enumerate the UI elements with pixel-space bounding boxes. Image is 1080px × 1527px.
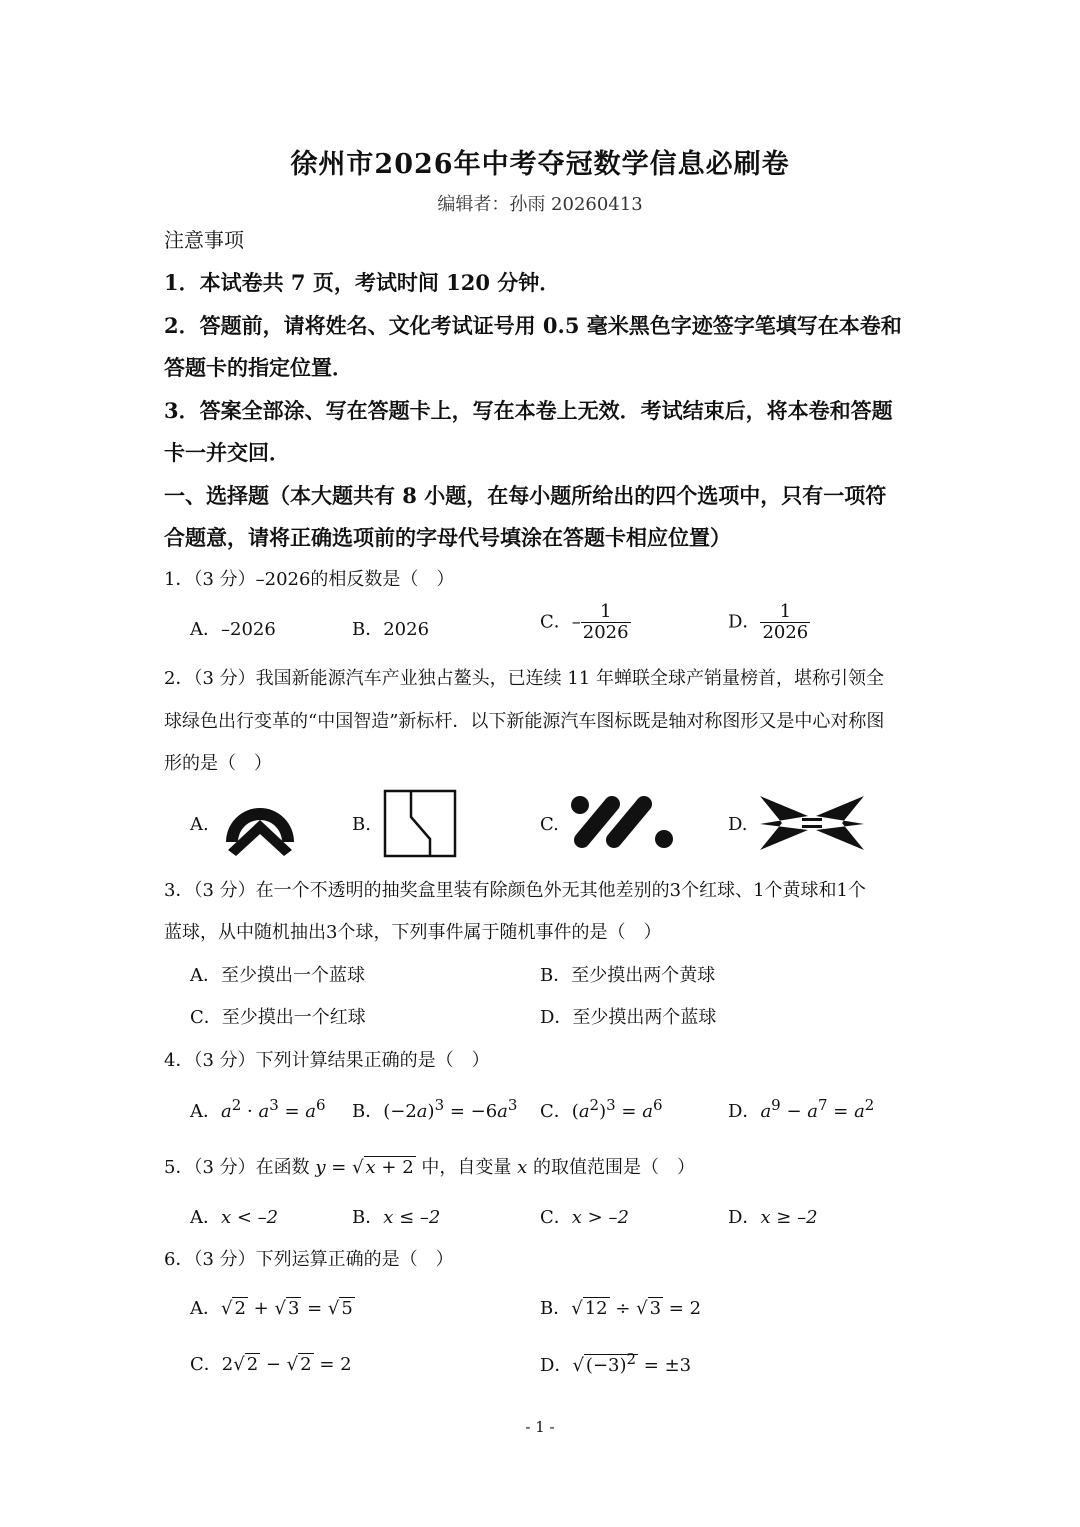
q1-option-d-label: D．: [728, 611, 761, 633]
q3-option-c: C．至少摸出一个红球: [190, 1007, 366, 1028]
q2-logo-d-icon: [758, 794, 866, 852]
q5-stem-end: 的取值范围是（ ）: [533, 1157, 696, 1178]
q4-option-c: C．$(a^2)^3 = a^6$: [540, 1096, 663, 1122]
q1-option-a: A．–2026: [190, 619, 276, 640]
q5-option-c: [540, 1203, 629, 1229]
q2-option-a-label: A.: [190, 814, 209, 835]
q1-option-c-denominator: 2026: [582, 621, 629, 643]
q5-option-d: [728, 1203, 818, 1229]
q5-stem: 5．（3 分）在函数 y = √ x + 2 中，自变量 x 的取值范围是（ ）: [164, 1157, 696, 1178]
q5-option-a: [190, 1203, 278, 1229]
q4-option-a-label: A．: [190, 1101, 221, 1122]
q3-option-a: A．至少摸出一个蓝球: [190, 965, 365, 986]
q5-stem-pre: 5．（3 分）在函数: [164, 1157, 310, 1178]
q1-option-d: [728, 602, 810, 643]
section-heading: 一、选择题（本大题共有 8 小题，在每小题所给出的四个选项中，只有一项符: [164, 483, 887, 508]
q2-stem-line1: 2．（3 分）我国新能源汽车产业独占鳌头，已连续 11 年蝉联全球产销量榜首，堪称引领全: [164, 668, 884, 689]
page-number: - 1 -: [525, 1418, 555, 1436]
q5-option-b-label: B．: [352, 1207, 384, 1228]
q1-option-b: B．2026: [352, 619, 430, 640]
q2-logo-b-icon: [383, 789, 458, 859]
q2-option-d-label: D.: [728, 814, 748, 835]
q1-option-c-sign: –: [571, 611, 581, 633]
notice-item-3: 3．答案全部涂、写在答题卡上，写在本卷上无效．考试结束后，将本卷和答题: [164, 398, 893, 423]
q6-option-b-label: B．: [540, 1298, 572, 1319]
q2-option-c-label: C.: [540, 814, 559, 835]
q3-option-b: B．至少摸出两个黄球: [540, 965, 716, 986]
q1-option-d-numerator: 1: [760, 602, 810, 623]
q6-option-a-label: A．: [190, 1298, 221, 1319]
q1-stem: 1．（3 分）–2026的相反数是（ ）: [164, 569, 455, 590]
q6-option-d: D．√ $(-3)^2 = \pm 3$: [540, 1350, 692, 1376]
notice-heading: 注意事项: [164, 228, 244, 252]
q4-option-d-label: D．: [728, 1101, 761, 1122]
q5-option-a-expr: x < –2: [221, 1207, 279, 1228]
q4-option-c-label: C．: [540, 1101, 572, 1122]
q2-logo-c-icon: [568, 792, 678, 852]
q5-option-b-expr: x ≤ –2: [383, 1207, 441, 1228]
notice-item-2-cont: 答题卡的指定位置．: [164, 355, 353, 380]
q3-stem-line1: 3．（3 分）在一个不透明的抽奖盒里装有除颜色外无其他差别的3个红球、1个黄球和1个: [164, 880, 866, 901]
q5-option-c-label: C．: [540, 1207, 572, 1228]
q1-option-d-denominator: 2026: [762, 621, 809, 643]
q5-stem-post: 中，自变量: [421, 1157, 512, 1178]
q5-option-a-label: A．: [190, 1207, 221, 1228]
notice-item-1: 1．本试卷共 7 页，考试时间 120 分钟．: [164, 270, 561, 295]
q6-option-a: A．√ 2 + √ 3 = √ 5: [190, 1298, 353, 1319]
q3-option-d: D．至少摸出两个蓝球: [540, 1007, 717, 1028]
q2-logo-a-icon: [220, 790, 300, 860]
q5-option-b: [352, 1203, 440, 1229]
notice-item-3-cont: 卡一并交回．: [164, 440, 290, 465]
q6-option-b: B．√ 12 ÷ √ 3 = 2: [540, 1298, 702, 1319]
page-title: 徐州市2026年中考夺冠数学信息必刷卷: [290, 149, 790, 180]
q6-option-c-label: C．: [190, 1354, 222, 1375]
q5-stem-var: x: [517, 1157, 528, 1178]
q4-stem: 4．（3 分）下列计算结果正确的是（ ）: [164, 1050, 490, 1071]
q6-stem: 6．（3 分）下列运算正确的是（ ）: [164, 1249, 454, 1270]
q4-option-d: D．$a^9 - a^7 = a^2$: [728, 1096, 875, 1122]
q5-option-d-expr: x ≥ –2: [760, 1207, 818, 1228]
q6-option-c: C．2√ 2 − √ 2 = 2: [190, 1354, 352, 1375]
q4-option-b-label: B．: [352, 1101, 384, 1122]
q2-stem-line3: 形的是（ ）: [164, 753, 272, 774]
q4-option-b: B．$(-2a)^3 = -6a^3$: [352, 1096, 518, 1122]
q6-option-d-label: D．: [540, 1355, 573, 1376]
q4-option-a: A．$a^2 \cdot a^3 = a^6$: [190, 1096, 326, 1122]
q2-stem-line2: 球绿色出行变革的“中国智造”新标杆．以下新能源汽车图标既是轴对称图形又是中心对称图: [164, 711, 885, 732]
section-heading-cont: 合题意，请将正确选项前的字母代号填涂在答题卡相应位置）: [164, 525, 731, 550]
q1-option-c-numerator: 1: [581, 602, 631, 623]
notice-item-2: 2．答题前，请将姓名、文化考试证号用 0.5 毫米黑色字迹签字笔填写在本卷和: [164, 313, 902, 338]
q1-option-c-label: C．: [540, 611, 572, 633]
editor-line: 编辑者：孙雨 20260413: [437, 194, 643, 215]
q5-option-c-expr: x > –2: [571, 1207, 629, 1228]
q3-stem-line2: 蓝球，从中随机抽出3个球，下列事件属于随机事件的是（ ）: [164, 922, 662, 943]
q1-option-c: [540, 602, 631, 643]
q2-option-b-label: B.: [352, 814, 371, 835]
q5-option-d-label: D．: [728, 1207, 761, 1228]
